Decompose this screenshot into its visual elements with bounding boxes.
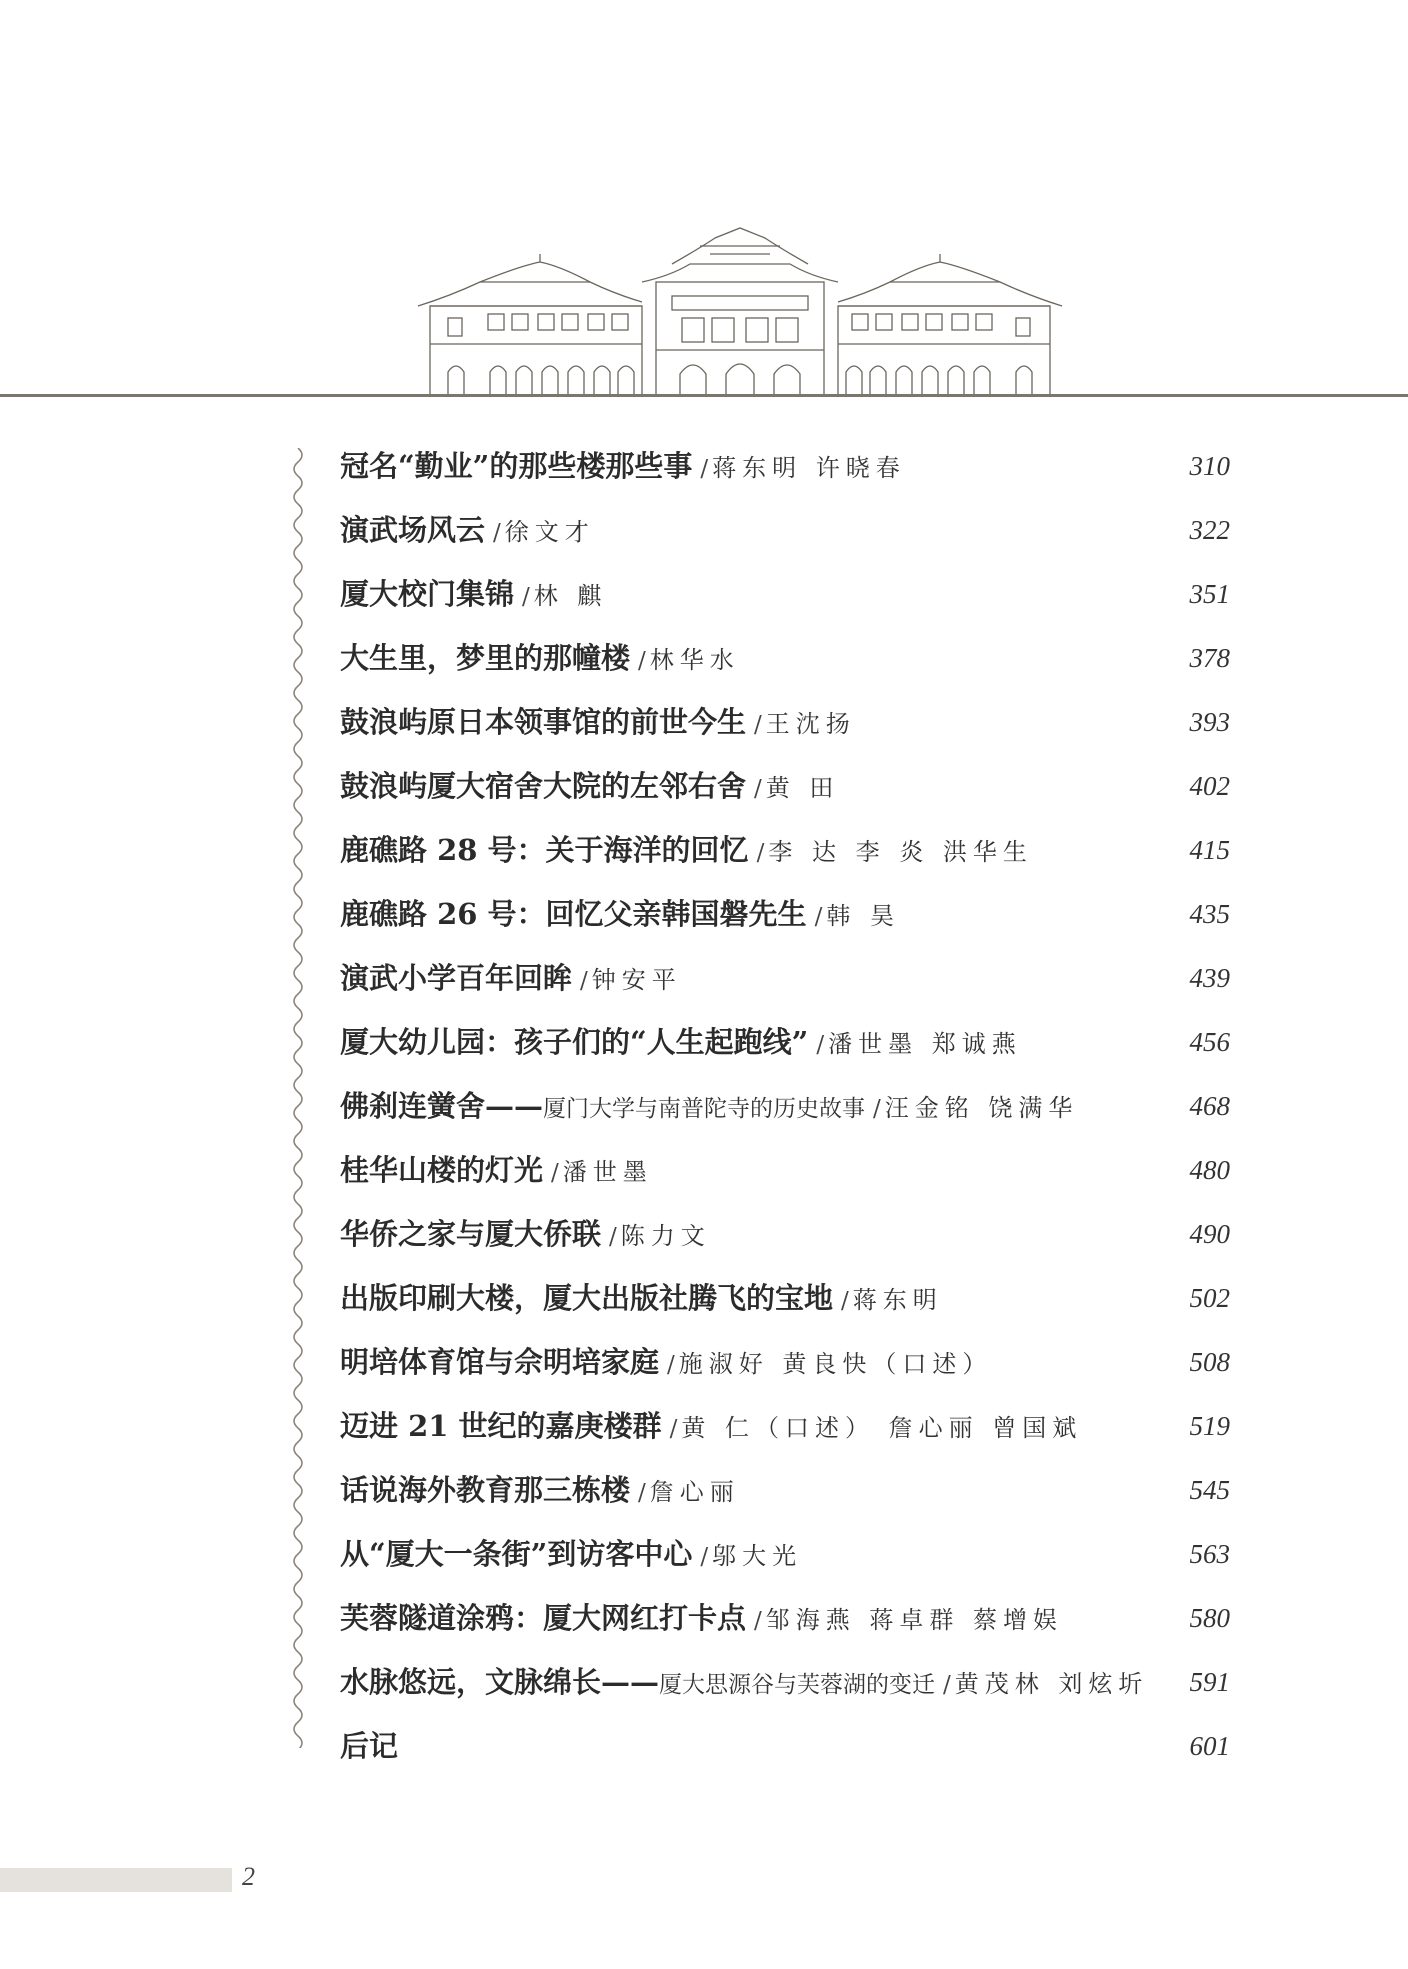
author-separator: / [638,648,646,674]
toc-entry[interactable] [340,952,1230,1016]
entry-page-number: 415 [1189,835,1230,865]
entry-page-number: 545 [1189,1475,1230,1505]
entry-page-number: 439 [1189,963,1230,993]
entry-title: 厦大幼儿园：孩子们的“人生起跑线” [340,1025,809,1059]
entry-title: 华侨之家与厦大侨联 [340,1217,602,1251]
entry-title: 桂华山楼的灯光 [340,1153,544,1187]
entry-title: 大生里，梦里的那幢楼 [340,641,631,675]
author-separator: / [841,1288,849,1314]
author-separator: / [873,1096,881,1122]
toc-entry[interactable] [340,1336,1230,1400]
author-separator: / [814,904,823,930]
entry-authors: 韩 昊 [826,902,900,930]
entry-title: 后记 [340,1729,399,1763]
entry-title: 迈进 21 世纪的嘉庚楼群 [340,1409,662,1443]
entry-title: 佛刹连黉舍—— [340,1089,544,1123]
header-rule [0,394,1408,397]
entry-subtitle: 厦门大学与南普陀寺的历史故事 [543,1096,866,1122]
entry-page-number: 519 [1189,1411,1230,1441]
entry-authors: 林 麒 [533,582,608,610]
entry-subtitle: 厦大思源谷与芙蓉湖的变迁 [659,1672,936,1698]
toc-entry[interactable] [340,760,1230,824]
entry-page-number: 393 [1189,707,1230,737]
entry-page-number: 490 [1189,1219,1230,1249]
entry-page-number: 563 [1189,1539,1230,1569]
author-separator: / [754,1608,762,1634]
entry-page-number: 601 [1189,1731,1230,1761]
entry-authors: 王沈扬 [765,710,856,738]
author-separator: / [669,1416,678,1442]
author-separator: / [756,840,765,866]
entry-title: 厦大校门集锦 [340,577,515,611]
entry-title: 话说海外教育那三栋楼 [340,1473,631,1507]
entry-title: 水脉悠远，文脉绵长—— [340,1665,660,1699]
entry-authors: 黄 仁（口述） 詹心丽 曾国斌 [681,1414,1083,1442]
toc-entry[interactable] [340,1144,1230,1208]
toc-entry[interactable] [340,568,1230,632]
entry-authors: 邬大光 [712,1542,803,1570]
entry-authors: 林华水 [649,646,740,674]
toc-entry[interactable] [340,504,1230,568]
author-separator: / [667,1352,675,1378]
toc-entry[interactable] [340,1016,1230,1080]
decorative-wavy-line [286,448,310,1748]
entry-page-number: 508 [1189,1347,1230,1377]
entry-page-number: 502 [1189,1283,1230,1313]
entry-page-number: 402 [1189,771,1230,801]
entry-title: 从“厦大一条街”到访客中心 [340,1537,693,1571]
footer-bar [0,1868,232,1892]
entry-authors: 黄茂林 刘炫圻 [954,1670,1149,1698]
author-separator: / [754,776,762,802]
entry-authors: 施淑好 黄良快（口述） [678,1350,993,1378]
entry-page-number: 310 [1189,451,1230,481]
entry-authors: 蒋东明 [852,1286,943,1314]
author-separator: / [580,968,588,994]
author-separator: / [638,1480,646,1506]
toc-entry[interactable] [340,1464,1230,1528]
toc-entry[interactable] [340,1272,1230,1336]
entry-authors: 钟安平 [591,966,682,994]
entry-page-number: 591 [1189,1667,1230,1697]
entry-title: 演武小学百年回眸 [340,961,573,995]
entry-authors: 邹海燕 蒋卓群 蔡增娱 [765,1606,1064,1634]
author-separator: / [700,1544,709,1570]
entry-page-number: 351 [1189,579,1230,609]
toc-entry[interactable] [340,1400,1230,1464]
entry-page-number: 468 [1189,1091,1230,1121]
toc-entry[interactable] [340,824,1230,888]
author-separator: / [943,1672,951,1698]
author-separator: / [609,1224,617,1250]
entry-authors: 潘世墨 郑诚燕 [828,1030,1022,1058]
toc-entry[interactable] [340,1528,1230,1592]
author-separator: / [816,1032,825,1058]
entry-title: 芙蓉隧道涂鸦：厦大网红打卡点 [340,1601,747,1635]
entry-authors: 李 达 李 炎 洪华生 [768,838,1033,866]
toc-entry[interactable] [340,1080,1230,1144]
entry-title: 鼓浪屿厦大宿舍大院的左邻右舍 [340,769,747,803]
entry-page-number: 322 [1189,515,1230,545]
entry-authors: 潘世墨 [562,1158,653,1186]
toc-entry[interactable] [340,632,1230,696]
entry-authors: 汪金铭 饶满华 [884,1094,1079,1122]
toc-entry[interactable] [340,696,1230,760]
entry-title: 鼓浪屿原日本领事馆的前世今生 [340,705,747,739]
entry-authors: 黄 田 [765,774,840,802]
toc-entry[interactable] [340,888,1230,952]
entry-title: 出版印刷大楼，厦大出版社腾飞的宝地 [340,1281,834,1315]
entry-page-number: 456 [1189,1027,1230,1057]
entry-title: 鹿礁路 28 号：关于海洋的回忆 [340,833,749,867]
entry-authors: 詹心丽 [649,1478,740,1506]
entry-title: 演武场风云 [340,513,486,547]
author-separator: / [551,1160,559,1186]
page-number: 2 [242,1862,255,1891]
building-illustration [410,226,1070,398]
author-separator: / [493,520,501,546]
toc-entry[interactable] [340,1592,1230,1656]
entry-authors: 徐文才 [504,518,595,546]
entry-authors: 陈力文 [620,1222,711,1250]
toc-entry[interactable] [340,440,1230,504]
table-of-contents [340,440,1230,1784]
entry-page-number: 435 [1189,899,1230,929]
author-separator: / [754,712,762,738]
entry-title: 冠名“勤业”的那些楼那些事 [340,449,693,483]
author-separator: / [522,584,530,610]
entry-page-number: 378 [1189,643,1230,673]
entry-authors: 蒋东明 许晓春 [712,454,906,482]
author-separator: / [700,456,709,482]
entry-title: 明培体育馆与佘明培家庭 [340,1345,660,1379]
entry-page-number: 480 [1189,1155,1230,1185]
entry-title: 鹿礁路 26 号：回忆父亲韩国磐先生 [340,897,807,931]
toc-entry[interactable] [340,1656,1230,1720]
entry-page-number: 580 [1189,1603,1230,1633]
toc-entry[interactable] [340,1208,1230,1272]
toc-entry[interactable] [340,1720,1230,1784]
